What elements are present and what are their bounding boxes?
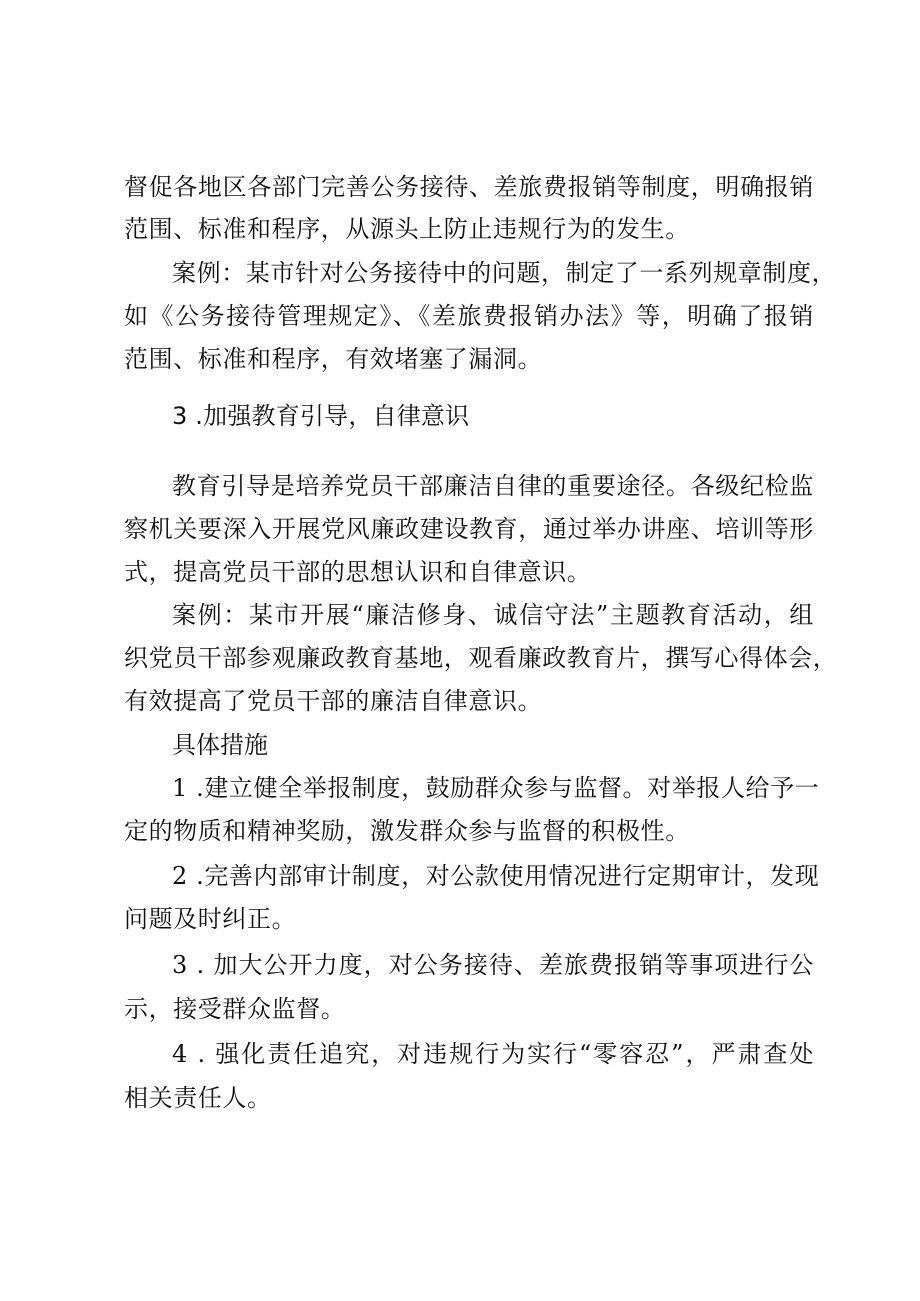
case-paragraph-line: 范围、标准和程序，有效堵塞了漏洞。: [124, 345, 543, 373]
measure-item-line: 定的物质和精神奖励，激发群众参与监督的积极性。: [124, 817, 690, 845]
measure-item-line: 2 .完善内部审计制度，对公款使用情况进行定期审计，发现: [172, 862, 820, 890]
paragraph-line: 式，提高党员干部的思想认识和自律意识。: [124, 558, 592, 586]
case-paragraph-line: 有效提高了党员干部的廉洁自律意识。: [124, 687, 543, 715]
measure-item-line: 4 . 强化责任追究，对违规行为实行“零容忍”，严肃查处: [172, 1040, 814, 1068]
paragraph-line: 察机关要深入开展党风廉政建设教育，通过举办讲座、培训等形: [124, 515, 814, 543]
paragraph-line: 教育引导是培养党员干部廉洁自律的重要途径。各级纪检监: [172, 472, 814, 500]
measure-item-line: 1 .建立健全举报制度，鼓励群众参与监督。对举报人给予一: [172, 774, 820, 802]
measure-item-line: 示，接受群众监督。: [124, 995, 346, 1023]
measure-item-line: 问题及时纠正。: [124, 905, 297, 933]
case-paragraph-line: 案例：某市针对公务接待中的问题，制定了一系列规章制度，: [172, 259, 837, 287]
section-heading: 3 .加强教育引导，自律意识: [172, 402, 470, 430]
paragraph-line: 范围、标准和程序，从源头上防止违规行为的发生。: [124, 215, 690, 243]
measure-item-line: 相关责任人。: [124, 1084, 272, 1112]
paragraph-line: 督促各地区各部门完善公务接待、差旅费报销等制度，明确报销: [124, 173, 814, 201]
case-paragraph-line: 案例：某市开展“廉洁修身、诚信守法”主题教育活动，组: [172, 601, 814, 629]
case-paragraph-line: 如《公务接待管理规定》、《差旅费报销办法》等，明确了报销: [124, 302, 814, 330]
case-paragraph-line: 织党员干部参观廉政教育基地，观看廉政教育片，撰写心得体会，: [124, 644, 838, 672]
measure-item-line: 3 . 加大公开力度，对公务接待、差旅费报销等事项进行公: [172, 951, 814, 979]
measures-title: 具体措施: [172, 731, 268, 759]
